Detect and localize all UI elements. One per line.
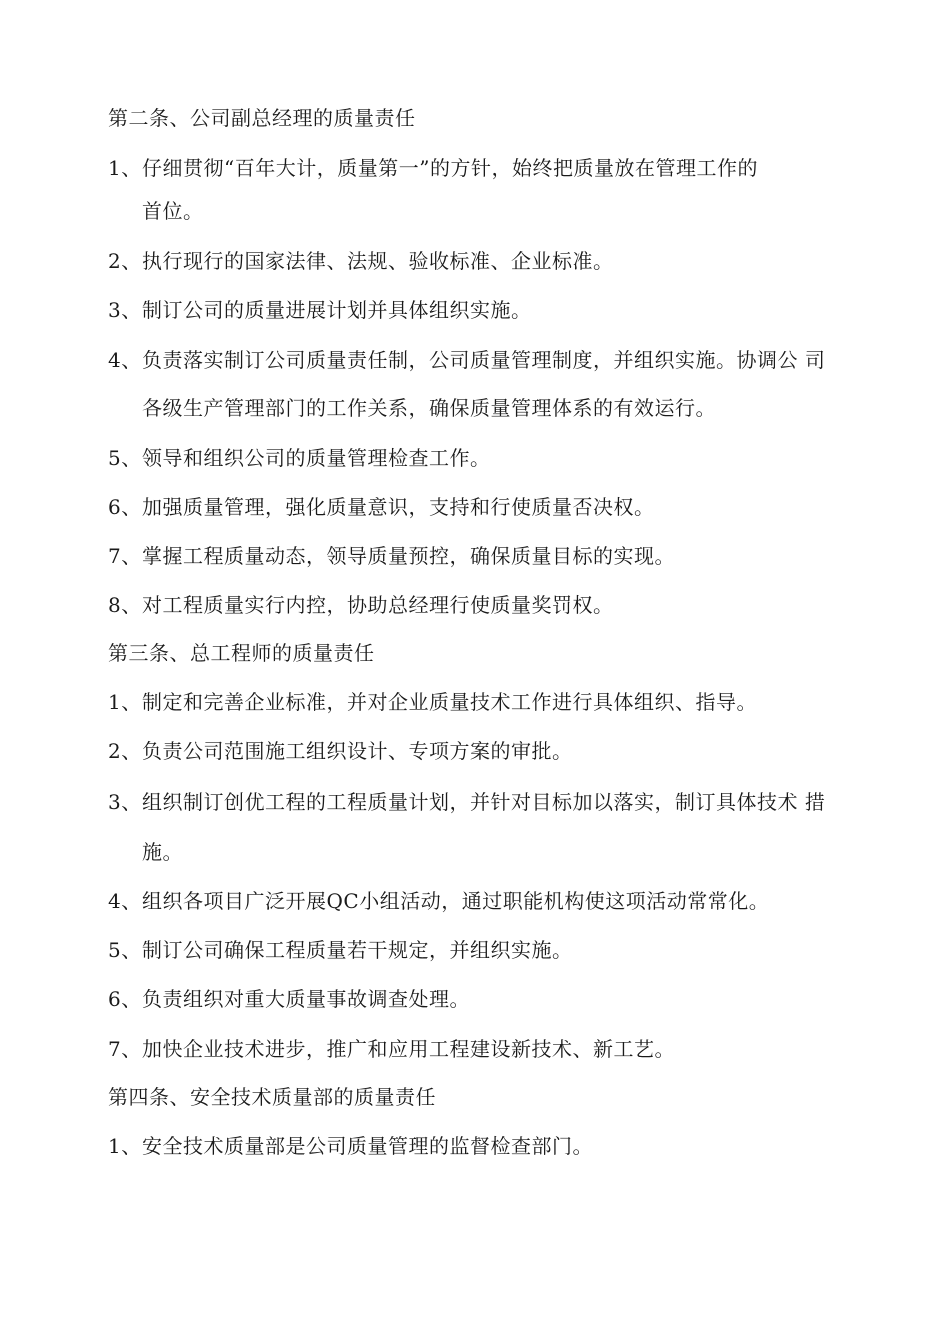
item-text: 负责组织对重大质量事故调查处理。: [142, 987, 470, 1011]
item-number: 1、: [108, 1134, 142, 1158]
item-text: 制订公司确保工程质量若干规定，并组织实施。: [142, 938, 573, 962]
list-item: [108, 690, 757, 714]
list-item: [108, 790, 825, 814]
list-item: [108, 938, 573, 962]
item-text-continuation: 各级生产管理部门的工作关系，确保质量管理体系的有效运行。: [142, 396, 716, 420]
item-text: 执行现行的国家法律、法规、验收标准、企业标准。: [142, 249, 614, 273]
item-text: 对工程质量实行内控，协助总经理行使质量奖罚权。: [142, 593, 614, 617]
item-text: 组织各项目广泛开展QC小组活动，通过职能机构使这项活动常常化。: [142, 889, 770, 913]
item-text: 制订公司的质量进展计划并具体组织实施。: [142, 298, 532, 322]
item-text: 负责公司范围施工组织设计、专项方案的审批。: [142, 739, 573, 763]
list-item: [108, 348, 825, 372]
item-text: 组织制订创优工程的工程质量计划，并针对目标加以落实，制订具体技术 措: [142, 790, 826, 814]
item-text: 掌握工程质量动态，领导质量预控，确保质量目标的实现。: [142, 544, 675, 568]
item-text: 制定和完善企业标准，并对企业质量技术工作进行具体组织、指导。: [142, 690, 757, 714]
list-item: [108, 739, 573, 763]
item-text: 负责落实制订公司质量责任制，公司质量管理制度，并组织实施。协调公 司: [142, 348, 826, 372]
section-heading: 第三条、总工程师的质量责任: [108, 641, 375, 665]
item-text: 加快企业技术进步，推广和应用工程建设新技术、新工艺。: [142, 1037, 675, 1061]
item-text: 仔细贯彻“百年大计，质量第一”的方针，始终把质量放在管理工作的: [142, 156, 758, 180]
item-number: 4、: [108, 889, 142, 913]
list-item: [108, 156, 758, 180]
item-number: 5、: [108, 446, 142, 470]
list-item: [108, 544, 675, 568]
item-number: 1、: [108, 690, 142, 714]
item-text-continuation: 施。: [142, 840, 183, 864]
item-number: 6、: [108, 495, 142, 519]
list-item: [108, 495, 655, 519]
list-item: [108, 446, 491, 470]
item-number: 4、: [108, 348, 142, 372]
section-heading: 第二条、公司副总经理的质量责任: [108, 106, 416, 130]
item-text-continuation: 首位。: [142, 199, 204, 223]
list-item: [108, 249, 614, 273]
item-number: 3、: [108, 790, 142, 814]
item-text: 加强质量管理，强化质量意识，支持和行使质量否决权。: [142, 495, 655, 519]
list-item: [108, 593, 614, 617]
list-item: [108, 1134, 593, 1158]
list-item: [108, 889, 769, 913]
item-number: 2、: [108, 249, 142, 273]
item-number: 7、: [108, 1037, 142, 1061]
list-item: [108, 987, 470, 1011]
item-number: 2、: [108, 739, 142, 763]
item-number: 7、: [108, 544, 142, 568]
list-item: [108, 298, 532, 322]
item-number: 5、: [108, 938, 142, 962]
item-number: 8、: [108, 593, 142, 617]
section-heading: 第四条、安全技术质量部的质量责任: [108, 1085, 436, 1109]
item-text: 安全技术质量部是公司质量管理的监督检查部门。: [142, 1134, 593, 1158]
list-item: [108, 1037, 675, 1061]
item-text: 领导和组织公司的质量管理检查工作。: [142, 446, 491, 470]
item-number: 6、: [108, 987, 142, 1011]
item-number: 1、: [108, 156, 142, 180]
item-number: 3、: [108, 298, 142, 322]
